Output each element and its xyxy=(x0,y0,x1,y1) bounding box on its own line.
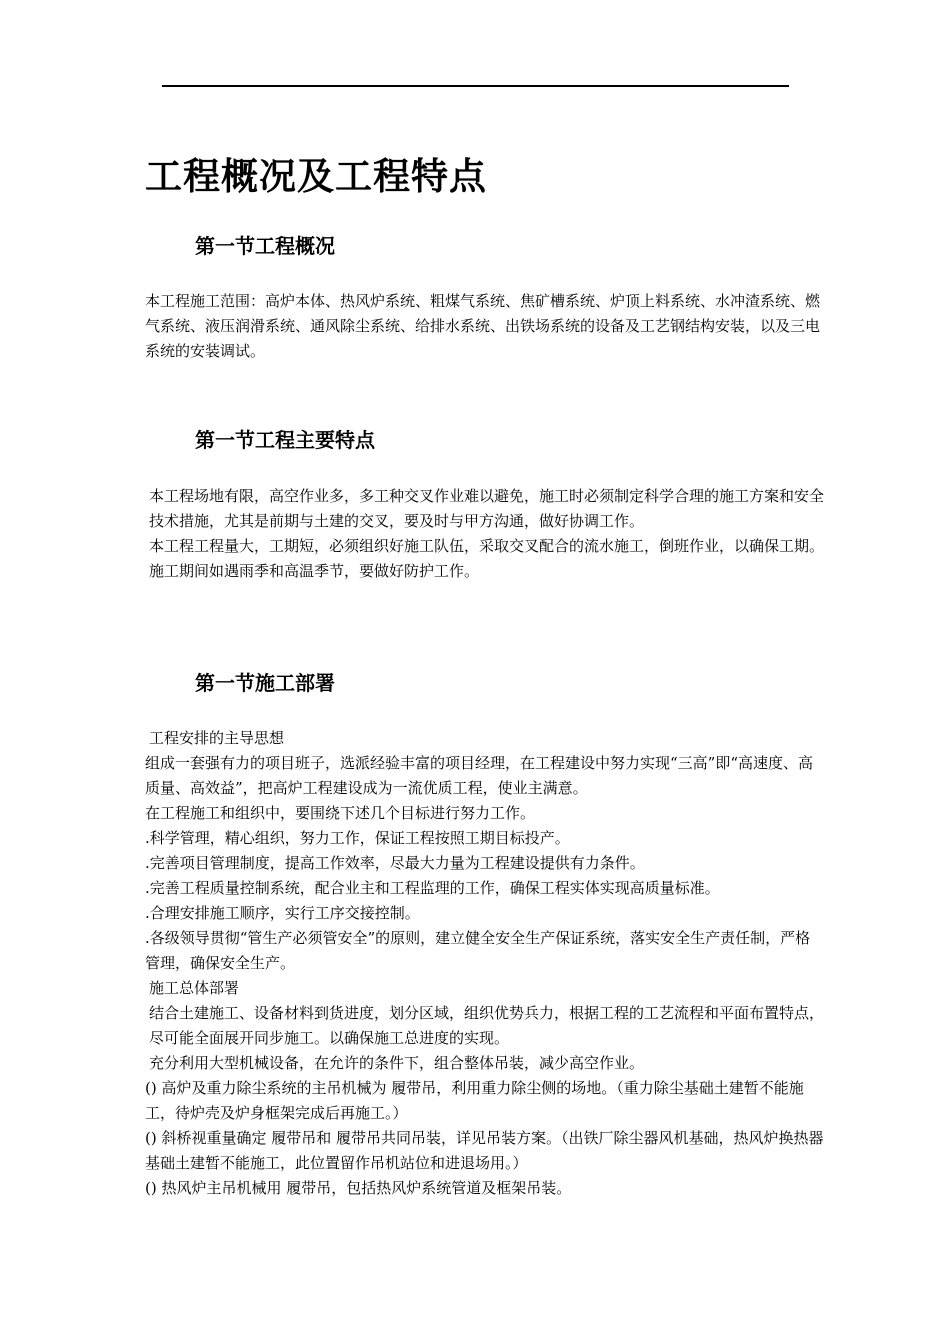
list-item: .完善项目管理制度，提高工作效率，尽最大力量为工程建设提供有力条件。 xyxy=(145,854,645,872)
paragraph: 本工程施工范围：高炉本体、热风炉系统、粗煤气系统、焦矿槽系统、炉顶上料系统、水冲渣系统、燃气系统、液压润滑系统、通风除尘系统、给排水系统、出铁场系统的设备及工艺钢结构安装，以及三电系统的安装调试。 xyxy=(145,292,821,360)
subheading: 工程安排的主导思想 xyxy=(149,729,285,747)
paragraph: 充分利用大型机械设备，在允许的条件下，组合整体吊装，减少高空作业。 xyxy=(149,1054,645,1072)
list-item: .合理安排施工顺序，实行工序交接控制。 xyxy=(145,904,420,922)
paragraph: 结合土建施工、设备材料到货进度，划分区域，组织优势兵力，根据工程的工艺流程和平面布置特点，尽可能全面展开同步施工。以确保施工总进度的实现。 xyxy=(149,1004,825,1047)
section-heading-deployment: 第一节施工部署 xyxy=(195,671,335,695)
section-heading-features: 第一节工程主要特点 xyxy=(195,428,375,452)
list-item: () 热风炉主吊机械用 履带吊，包括热风炉系统管道及框架吊装。 xyxy=(145,1179,572,1197)
header-rule xyxy=(162,85,789,87)
list-item: .科学管理，精心组织，努力工作，保证工程按照工期目标投产。 xyxy=(145,829,570,847)
section-features-body xyxy=(145,484,825,584)
document-title: 工程概况及工程特点 xyxy=(145,154,487,198)
paragraph: 组成一套强有力的项目班子，选派经验丰富的项目经理，在工程建设中努力实现“三高”即“高速度、高质量、高效益”，把高炉工程建设成为一流优质工程，使业主满意。 xyxy=(145,754,814,797)
list-item: () 斜桥视重量确定 履带吊和 履带吊共同吊装，详见吊装方案。（出铁厂除尘器风机基础，热风炉换热器基础土建暂不能施工，此位置留作吊机站位和进退场用。） xyxy=(145,1129,824,1172)
section-heading-overview: 第一节工程概况 xyxy=(195,234,335,258)
subheading: 施工总体部署 xyxy=(149,979,240,997)
paragraph: 本工程场地有限，高空作业多，多工种交叉作业难以避免，施工时必须制定科学合理的施工方案和安全技术措施，尤其是前期与土建的交叉，要及时与甲方沟通，做好协调工作。 xyxy=(149,487,825,530)
list-item: .完善工程质量控制系统，配合业主和工程监理的工作，确保工程实体实现高质量标准。 xyxy=(145,879,720,897)
list-item: () 高炉及重力除尘系统的主吊机械为 履带吊，利用重力除尘侧的场地。（重力除尘基础土建暂不能施工，待炉壳及炉身框架完成后再施工。） xyxy=(145,1079,804,1122)
paragraph: 本工程工程量大，工期短，必须组织好施工队伍，采取交叉配合的流水施工，倒班作业，以确保工期。 xyxy=(149,537,825,555)
paragraph: 在工程施工和组织中，要围绕下述几个目标进行努力工作。 xyxy=(145,804,536,822)
paragraph: 施工期间如遇雨季和高温季节，要做好防护工作。 xyxy=(149,562,480,580)
list-item: .各级领导贯彻“管生产必须管安全”的原则，建立健全安全生产保证系统，落实安全生产责任制，严格管理，确保安全生产。 xyxy=(145,929,811,972)
section-deployment-body xyxy=(145,726,825,1201)
section-overview-body xyxy=(145,289,825,364)
